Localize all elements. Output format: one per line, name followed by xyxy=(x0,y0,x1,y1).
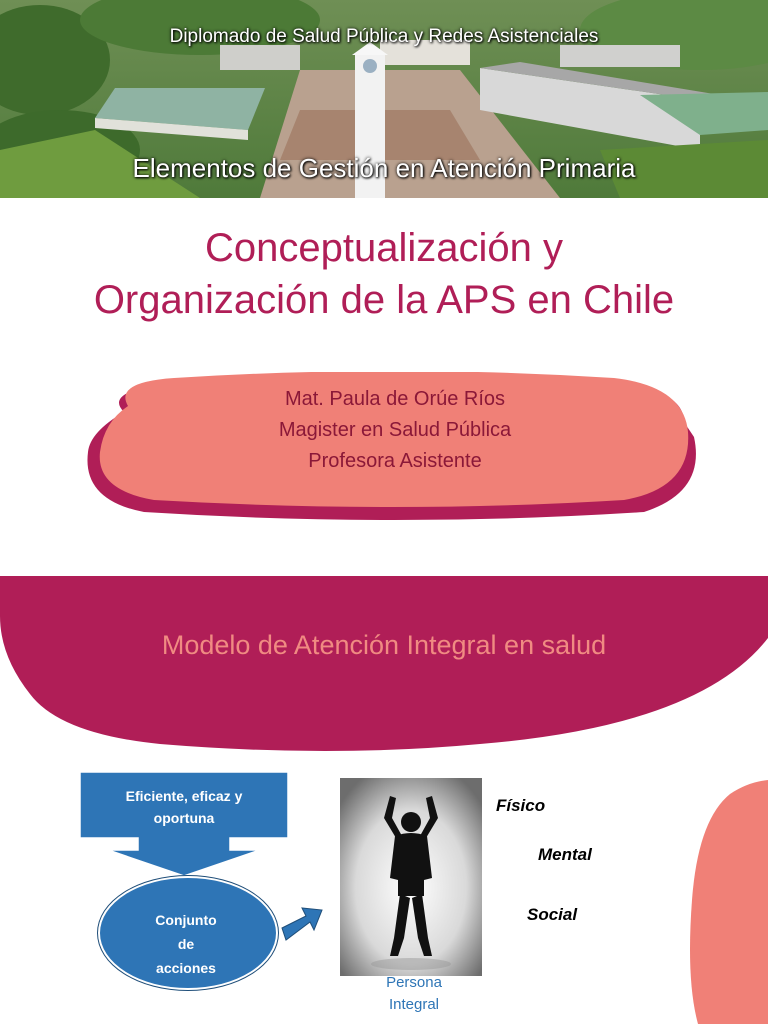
module-title: Elementos de Gestión en Atención Primaria xyxy=(132,153,636,183)
author-info-box xyxy=(84,372,706,520)
actions-label xyxy=(98,908,274,980)
course-title: Diplomado de Salud Pública y Redes Asistenciales xyxy=(169,26,599,47)
person-silhouette-image xyxy=(340,778,482,976)
efficiency-label xyxy=(96,785,272,829)
person-integral-label xyxy=(356,972,472,1016)
author-role: Profesora Asistente xyxy=(308,450,482,472)
author-degree: Magister en Salud Pública xyxy=(278,419,512,441)
model-header-shape xyxy=(0,576,768,756)
actions-line-1: Conjunto xyxy=(155,912,217,928)
person-line-2: Integral xyxy=(388,996,440,1013)
side-decorative-shape xyxy=(690,780,768,1024)
efficiency-line-1: Eficiente, eficaz y xyxy=(125,788,243,804)
presentation-title xyxy=(20,222,748,326)
campus-banner xyxy=(0,0,768,198)
dimension-mental: Mental xyxy=(538,845,592,864)
efficiency-line-2: oportuna xyxy=(153,810,215,826)
actions-line-3: acciones xyxy=(156,960,216,976)
right-arrow-icon xyxy=(278,898,326,946)
actions-line-2: de xyxy=(177,936,195,952)
dimension-social: Social xyxy=(527,905,578,924)
title-line-1: Conceptualización y xyxy=(205,226,563,270)
dimension-fisico: Físico xyxy=(496,796,546,815)
title-line-2: Organización de la APS en Chile xyxy=(93,278,675,322)
person-line-1: Persona xyxy=(386,974,442,991)
person-silhouette-icon xyxy=(340,778,482,976)
model-title: Modelo de Atención Integral en salud xyxy=(161,630,607,660)
author-name: Mat. Paula de Orúe Ríos xyxy=(284,388,506,410)
